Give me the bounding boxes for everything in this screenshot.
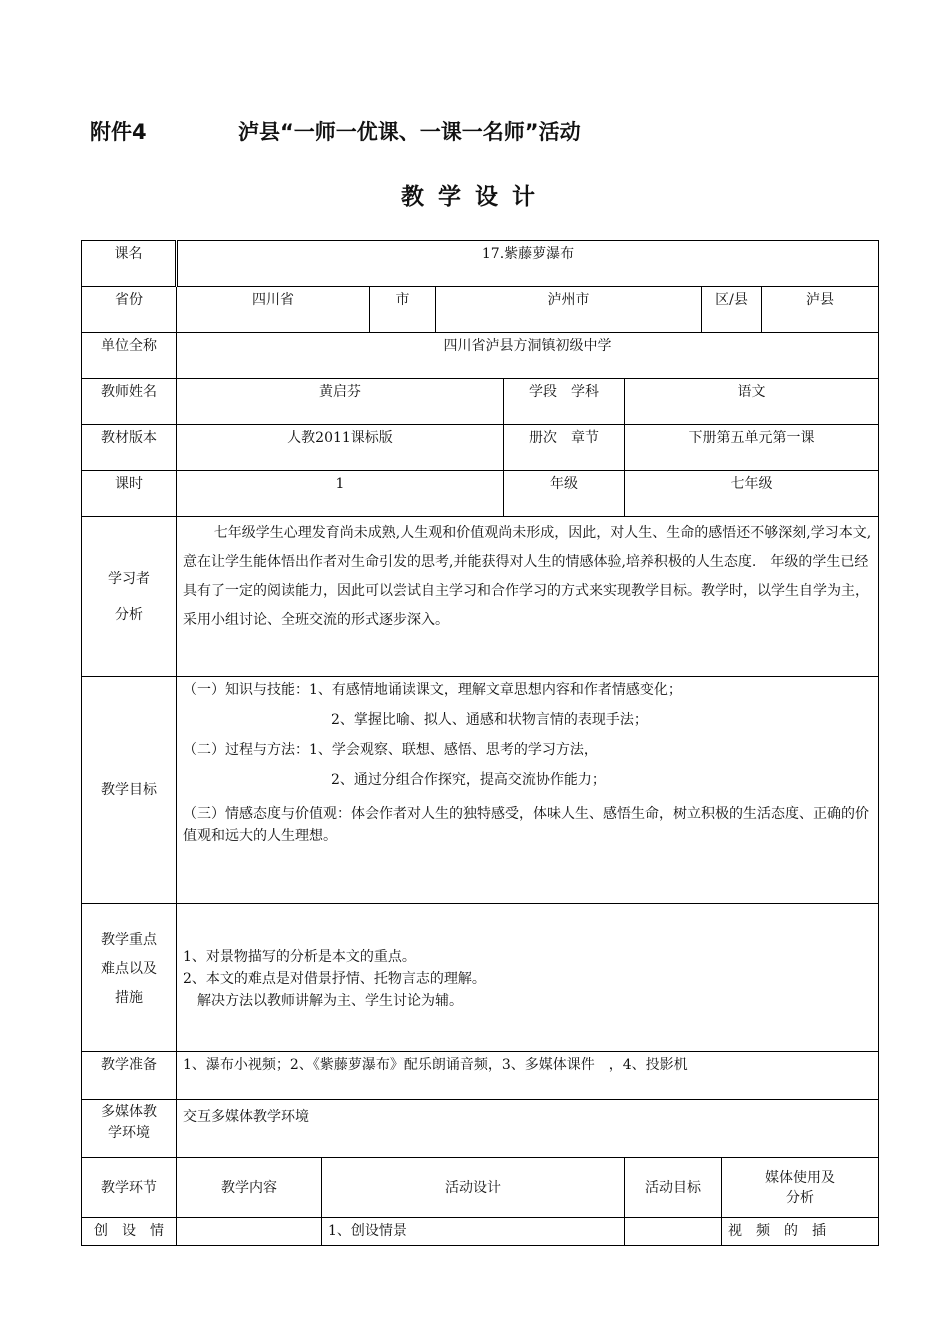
goal-process-2: 2、通过分组合作探究，提高交流协作能力； xyxy=(331,772,606,788)
row-stage-1 xyxy=(82,1218,879,1246)
col-media-header xyxy=(722,1158,879,1218)
col-stage-header: 教学环节 xyxy=(82,1158,177,1218)
learner-label-line2: 分析 xyxy=(115,606,143,623)
col-activity-header: 活动设计 xyxy=(322,1158,625,1218)
env-label xyxy=(82,1100,177,1158)
unit-value: 四川省泸县方洞镇初级中学 xyxy=(177,333,879,379)
course-value: 17.紫藤萝瀑布 xyxy=(177,241,879,287)
city-label: 市 xyxy=(370,287,436,333)
unit-label: 单位全称 xyxy=(82,333,177,379)
row-teacher xyxy=(82,379,879,425)
key-point-2: 2、本文的难点是对借景抒情、托物言志的理解。 xyxy=(183,971,486,987)
course-label: 课名 xyxy=(82,241,177,287)
goal-cell xyxy=(625,1218,722,1246)
volume-value: 下册第五单元第一课 xyxy=(625,425,879,471)
learner-label xyxy=(82,517,177,677)
env-value: 交互多媒体教学环境 xyxy=(177,1100,879,1158)
event-title: 泸县“一师一优课、一课一名师”活动 xyxy=(238,120,581,144)
key-label-line3: 措施 xyxy=(115,990,143,1006)
stage-value: 语文 xyxy=(625,379,879,425)
key-point-1: 1、对景物描写的分析是本文的重点。 xyxy=(183,949,416,965)
content-cell xyxy=(177,1218,322,1246)
row-column-headers xyxy=(82,1158,879,1218)
col-goal-header: 活动目标 xyxy=(625,1158,722,1218)
key-label-line1: 教学重点 xyxy=(101,932,157,948)
hours-value: 1 xyxy=(177,471,504,517)
media-cell: 视 频 的 插 xyxy=(722,1218,879,1246)
prep-label: 教学准备 xyxy=(82,1052,177,1100)
goal-knowledge-2: 2、掌握比喻、拟人、通感和状物言情的表现手法； xyxy=(331,712,648,728)
teacher-value: 黄启芬 xyxy=(177,379,504,425)
lesson-design-table xyxy=(81,240,879,1246)
row-goals xyxy=(82,677,879,904)
row-learner xyxy=(82,517,879,677)
goal-knowledge: （一）知识与技能：1、有感情地诵读课文，理解文章思想内容和作者情感变化； xyxy=(183,682,682,698)
county-value: 泸县 xyxy=(762,287,879,333)
row-environment xyxy=(82,1100,879,1158)
textbook-label: 教材版本 xyxy=(82,425,177,471)
key-measure: 解决方法以教师讲解为主、学生讨论为辅。 xyxy=(197,993,463,1009)
env-label-line1: 多媒体教 xyxy=(101,1104,157,1120)
document-title: 教学设计 xyxy=(401,184,549,210)
row-textbook xyxy=(82,425,879,471)
stage-cell: 创 设 情 xyxy=(82,1218,177,1246)
county-label: 区/县 xyxy=(702,287,762,333)
row-key-points xyxy=(82,904,879,1052)
col-media-header-line1: 媒体使用及 xyxy=(765,1169,836,1186)
row-prep xyxy=(82,1052,879,1100)
city-value: 泸州市 xyxy=(436,287,702,333)
province-value: 四川省 xyxy=(177,287,370,333)
hours-label: 课时 xyxy=(82,471,177,517)
key-label xyxy=(82,904,177,1052)
textbook-value: 人教2011课标版 xyxy=(177,425,504,471)
row-location xyxy=(82,287,879,333)
key-label-line2: 难点以及 xyxy=(101,961,157,977)
goals-label: 教学目标 xyxy=(82,677,177,904)
row-course xyxy=(82,241,879,287)
grade-value: 七年级 xyxy=(625,471,879,517)
activity-cell: 1、创设情景 xyxy=(322,1218,625,1246)
teacher-label: 教师姓名 xyxy=(82,379,177,425)
env-label-line2: 学环境 xyxy=(108,1125,150,1141)
learner-label-line1: 学习者 xyxy=(108,570,150,587)
goal-process: （二）过程与方法：1、学会观察、联想、感悟、思考的学习方法， xyxy=(183,742,598,758)
volume-label: 册次 章节 xyxy=(504,425,625,471)
row-unit xyxy=(82,333,879,379)
attachment-label: 附件4 xyxy=(90,120,147,144)
learner-analysis-text: 七年级学生心理发育尚未成熟,人生观和价值观尚未形成，因此，对人生、生命的感悟还不够深刻,学习本文,意在让学生能体悟出作者对生命引发的思考,并能获得对人生的情感体验,培养积极的人生态度. 年级的学生已经具有了一定的阅读能力，因此可以尝试自主学习和合作学习的方式来实现教学目标。教学时，以学生自学为主，采用小组讨论、全班交流的形式逐步深入。 xyxy=(177,517,879,677)
grade-label: 年级 xyxy=(504,471,625,517)
province-label: 省份 xyxy=(82,287,177,333)
col-media-header-line2: 分析 xyxy=(786,1189,815,1206)
goal-attitude: （三）情感态度与价值观：体会作者对人生的独特感受，体味人生、感悟生命，树立积极的生活态度、正确的价值观和远大的人生理想。 xyxy=(183,806,869,844)
prep-value: 1、瀑布小视频；2、《紫藤萝瀑布》配乐朗诵音频，3、多媒体课件 ，4、投影机 xyxy=(177,1052,879,1100)
stage-label: 学段 学科 xyxy=(504,379,625,425)
row-hours xyxy=(82,471,879,517)
key-content xyxy=(177,904,879,1052)
col-content-header: 教学内容 xyxy=(177,1158,322,1218)
goals-content xyxy=(177,677,879,904)
